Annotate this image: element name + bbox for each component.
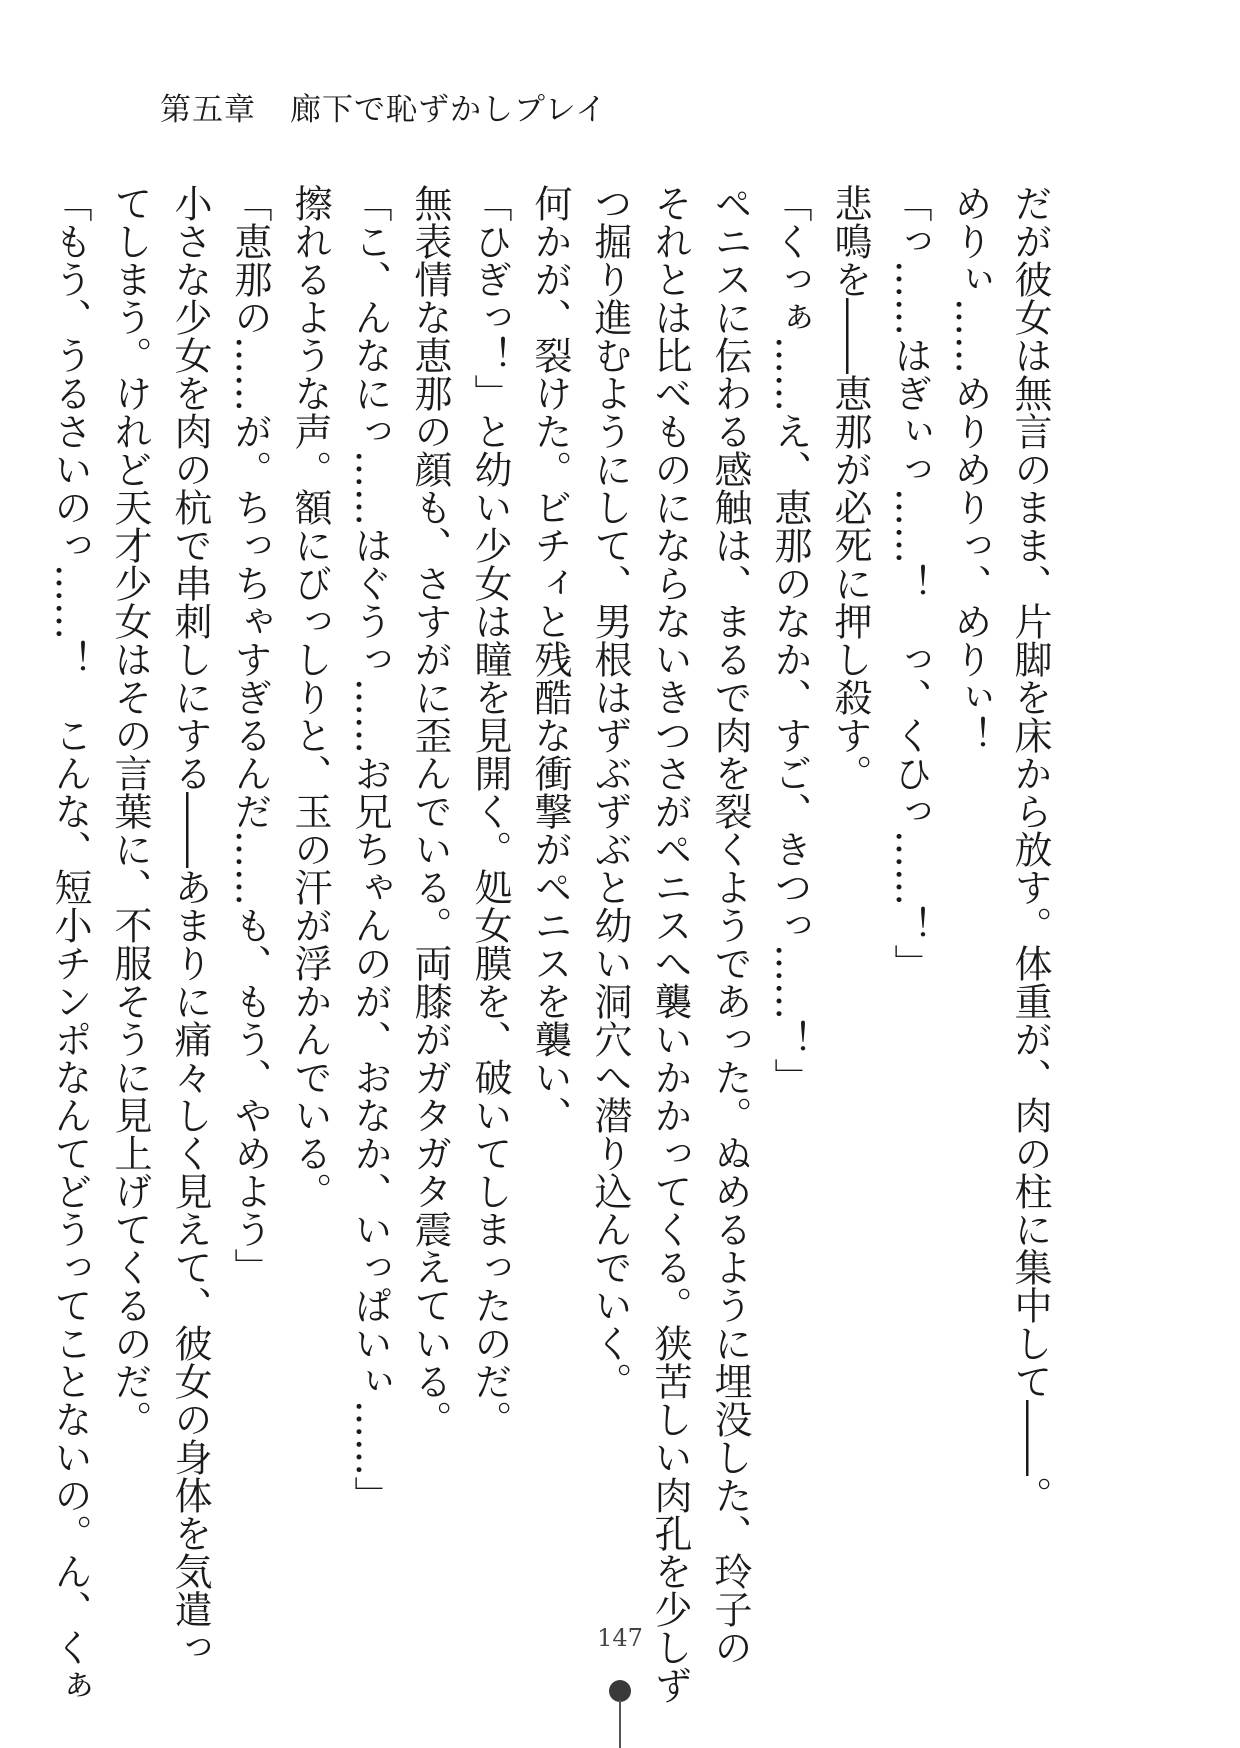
text-line: 何かが、裂けた。ビチィと残酷な衝撃がペニスを襲い、: [528, 184, 572, 1134]
text-line: 無表情な恵那の顔も、さすがに歪んでいる。両膝がガタガタ震えている。: [408, 184, 452, 1438]
text-line: 「っ……はぎぃっ……！ っ、くひっ……！」: [888, 184, 932, 982]
text-line: ペニスに伝わる感触は、まるで肉を裂くようであった。ぬめるように埋没した、玲子の: [708, 184, 752, 1666]
chapter-header: [160, 84, 607, 129]
text-line: 「ひぎっ！」と幼い少女は瞳を見開く。処女膜を、破いてしまったのだ。: [468, 184, 512, 1438]
text-line: 「こ、んなにっ……はぐうっ……お兄ちゃんのが、おなか、いっぱいぃ……」: [348, 184, 392, 1514]
chapter-number: 第五章: [160, 92, 256, 128]
page-marker-dot: [609, 1680, 631, 1702]
text-line: だが彼女は無言のまま、片脚を床から放す。体重が、肉の柱に集中して――。: [1008, 184, 1052, 1514]
text-line: 「恵那の……が。ちっちゃすぎるんだ……も、もう、やめよう」: [228, 184, 272, 1286]
text-line: 擦れるような声。額にびっしりと、玉の汗が浮かんでいる。: [288, 184, 332, 1210]
text-line: つ掘り進むようにして、男根はずぶずぶと幼い洞穴へ潜り込んでいく。: [588, 184, 632, 1400]
chapter-title: 廊下で恥ずかしプレイ: [290, 92, 608, 128]
text-line: 悲鳴を――恵那が必死に押し殺す。: [828, 184, 872, 792]
page-number: 147: [597, 1624, 643, 1652]
text-line: それとは比べものにならないきつさがペニスへ襲いかかってくる。狭苦しい肉孔を少しず: [648, 184, 692, 1704]
text-line: 小さな少女を肉の杭で串刺しにする――あまりに痛々しく見えて、彼女の身体を気遣っ: [168, 184, 212, 1666]
text-line: 「もう、うるさいのっ……！ こんな、短小チンポなんてどうってことないの。ん、くぁ: [48, 184, 92, 1704]
page-marker-line: [619, 1700, 621, 1748]
text-line: めりぃ……めりめりっ、めりぃ！: [948, 184, 992, 754]
text-line: てしまう。けれど天才少女はその言葉に、不服そうに見上げてくるのだ。: [108, 184, 152, 1438]
text-line: 「くっぁ……え、恵那のなか、すご、きつっ……！」: [768, 184, 812, 1096]
